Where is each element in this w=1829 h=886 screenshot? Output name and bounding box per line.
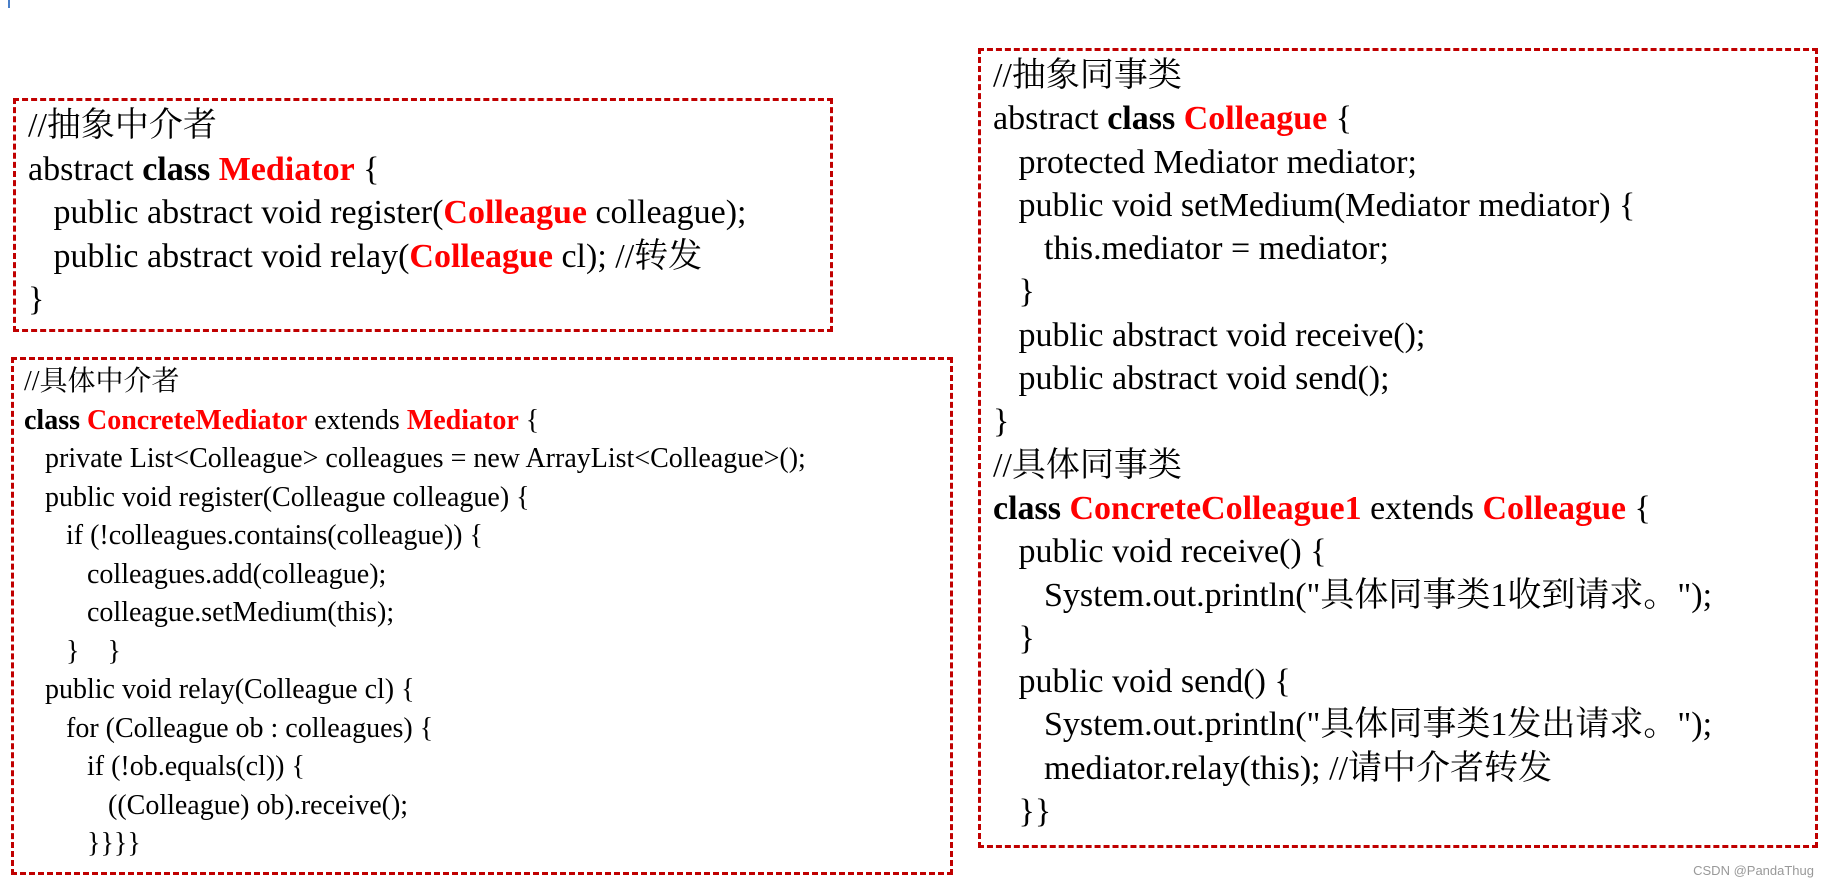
code-text: { — [1327, 100, 1353, 138]
code-line: private List<Colleague> colleagues = new ArrayList<Colleague>(); — [24, 443, 806, 474]
code-line: public void relay(Colleague cl) { — [24, 674, 415, 705]
code-text: { — [354, 150, 380, 188]
top-edge-mark — [8, 0, 10, 8]
code-line: protected Mediator mediator; — [993, 143, 1417, 181]
code-line: for (Colleague ob : colleagues) { — [24, 712, 434, 744]
code-line: public void receive() { — [993, 533, 1327, 571]
code-line: ((Colleague) ob).receive(); — [24, 789, 409, 821]
code-line: }}}} — [24, 828, 141, 859]
class-declaration — [993, 97, 1712, 140]
code-line: System.out.println("具体同事类1收到请求。"); — [993, 576, 1713, 614]
code-line: public abstract void receive(); — [993, 316, 1426, 354]
code-line: colleague.setMedium(this); — [24, 597, 395, 628]
code-comment: //具体同事类 — [993, 446, 1182, 484]
code-line: public void send() { — [993, 663, 1291, 701]
code-line: } — [993, 273, 1035, 311]
code-space — [1061, 490, 1070, 527]
code-line: this.mediator = mediator; — [993, 230, 1389, 268]
class-keyword: class — [993, 489, 1061, 527]
type-name: Colleague — [409, 237, 553, 275]
code-line: } } — [24, 635, 121, 667]
colleague-code — [993, 54, 1712, 833]
code-line: public void register(Colleague colleague) { — [24, 481, 530, 513]
code-text: public abstract void relay( — [28, 237, 410, 275]
code-comment: //抽象同事类 — [993, 57, 1182, 94]
class-name: Mediator — [218, 150, 355, 188]
watermark: CSDN @PandaThug — [1693, 863, 1814, 878]
type-name: Colleague — [443, 194, 587, 231]
class-name: ConcreteColleague1 — [1069, 489, 1362, 527]
code-line: if (!colleagues.contains(colleague)) { — [24, 520, 483, 551]
code-comment: //具体中介者 — [24, 366, 180, 397]
code-text: extends — [1361, 489, 1483, 527]
code-text: abstract — [28, 150, 143, 188]
code-line — [28, 191, 747, 235]
code-line: public abstract void send(); — [993, 360, 1390, 398]
code-text: abstract — [993, 100, 1108, 138]
concrete-mediator-code — [24, 363, 806, 864]
code-text: { — [518, 404, 540, 436]
class-keyword: class — [142, 150, 211, 188]
code-line — [28, 235, 747, 279]
class-keyword: class — [24, 404, 80, 436]
code-text: public abstract void register( — [28, 194, 444, 231]
class-declaration — [28, 148, 747, 192]
code-line: colleagues.add(colleague); — [24, 558, 387, 590]
code-line: public void setMedium(Mediator mediator) { — [993, 186, 1636, 224]
code-text: { — [1625, 489, 1651, 527]
class-keyword: class — [1107, 100, 1176, 138]
code-line: } — [993, 619, 1035, 657]
code-line: } — [993, 403, 1010, 441]
code-comment: //抽象中介者 — [28, 107, 217, 144]
class-name: ConcreteMediator — [87, 404, 308, 436]
class-declaration — [993, 487, 1712, 530]
code-space — [210, 151, 219, 188]
code-line: } — [28, 281, 45, 318]
code-line: System.out.println("具体同事类1发出请求。"); — [993, 706, 1713, 744]
mediator-code — [28, 104, 747, 322]
code-line: if (!ob.equals(cl)) { — [24, 751, 305, 782]
class-name: Colleague — [1183, 100, 1328, 138]
code-line: }} — [993, 793, 1052, 831]
code-line: mediator.relay(this); //请中介者转发 — [993, 749, 1553, 787]
parent-class-name: Colleague — [1482, 489, 1626, 527]
code-text: extends — [307, 404, 407, 436]
code-text: colleague); — [586, 194, 747, 231]
code-space — [1175, 100, 1184, 137]
code-text: cl); //转发 — [552, 237, 703, 275]
code-space — [80, 405, 87, 436]
parent-class-name: Mediator — [406, 404, 519, 436]
class-declaration — [24, 402, 806, 441]
